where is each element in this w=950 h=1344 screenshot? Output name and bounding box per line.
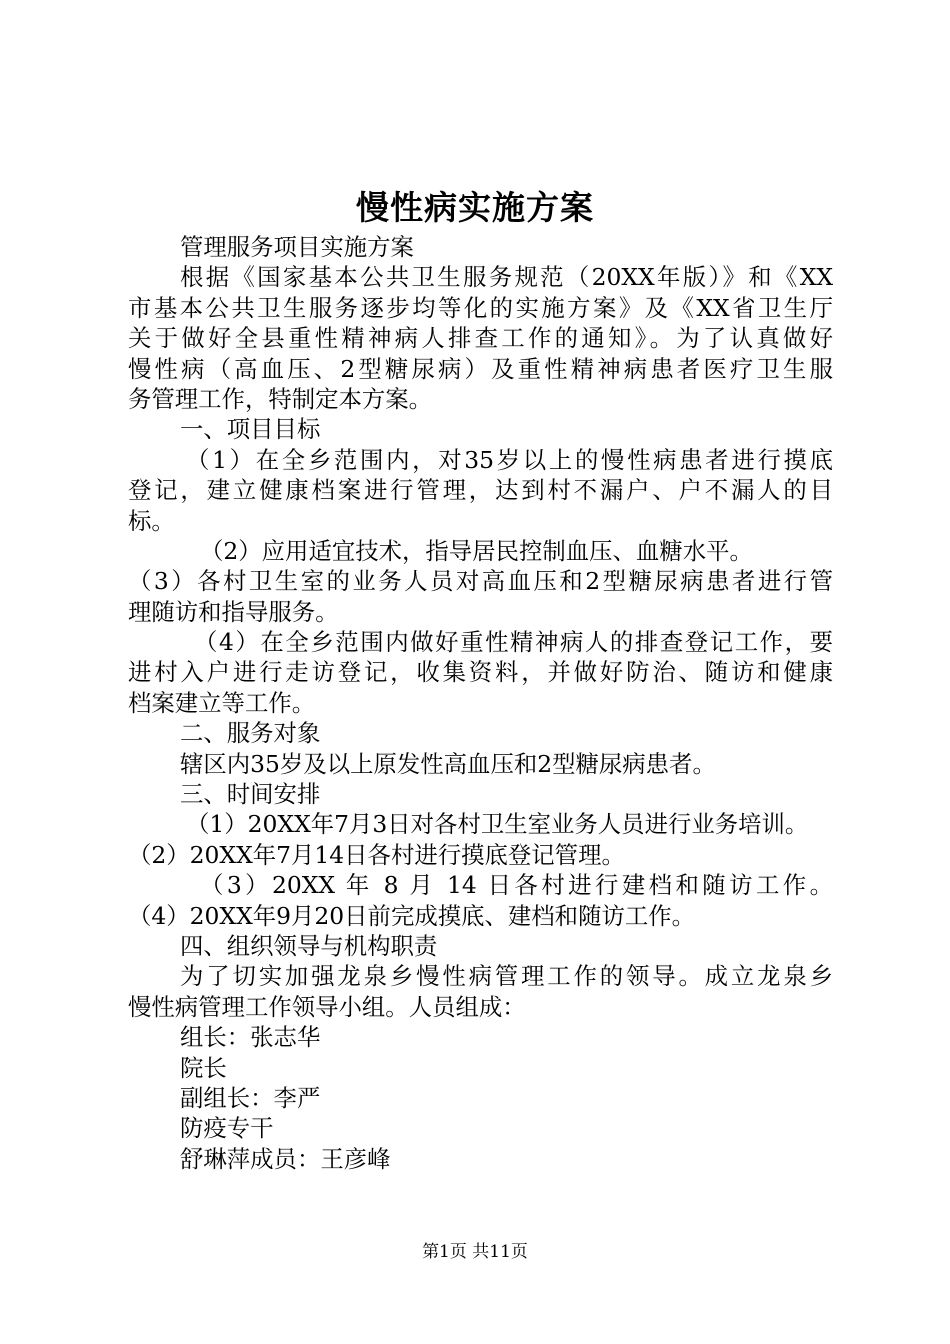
paragraph-line: 慢性病（高血压、2型糖尿病）及重性精神病患者医疗卫生服 (128, 354, 833, 383)
section-heading: 二、服务对象 (180, 719, 321, 748)
paragraph-line: （2）20XX年7月14日各村进行摸底登记管理。 (128, 840, 625, 869)
section-heading: 四、组织领导与机构职责 (180, 931, 438, 960)
paragraph-line: 关于做好全县重性精神病人排查工作的通知》。为了认真做好 (128, 324, 833, 353)
paragraph-line: 登记，建立健康档案进行管理，达到村不漏户、户不漏人的目 (128, 476, 833, 505)
paragraph-line: 档案建立等工作。 (128, 688, 316, 717)
paragraph-line: 标。 (128, 506, 175, 535)
paragraph-line: 根据《国家基本公共卫生服务规范（20XX年版）》和《XX (180, 263, 833, 292)
section-heading: 三、时间安排 (180, 780, 321, 809)
paragraph-line: 为了切实加强龙泉乡慢性病管理工作的领导。成立龙泉乡 (180, 962, 833, 991)
paragraph-line: 进村入户进行走访登记，收集资料，并做好防治、随访和健康 (128, 658, 833, 687)
paragraph-line: 市基本公共卫生服务逐步均等化的实施方案》及《XX省卫生厅 (128, 293, 833, 322)
paragraph-line: （4）20XX年9月20日前完成摸底、建档和随访工作。 (128, 901, 696, 930)
paragraph-line: （2）应用适宜技术，指导居民控制血压、血糖水平。 (200, 536, 753, 565)
paragraph-line: （1）在全乡范围内，对35岁以上的慢性病患者进行摸底 (186, 445, 833, 474)
section-heading: 一、项目目标 (180, 415, 321, 444)
paragraph-line: 舒琳萍成员：王彦峰 (180, 1144, 391, 1173)
paragraph-line: （3）20XX 年 8 月 14 日各村进行建档和随访工作。 (200, 871, 833, 900)
paragraph-line: 院长 (180, 1053, 227, 1082)
paragraph-line: （1）20XX年7月3日对各村卫生室业务人员进行业务培训。 (186, 810, 809, 839)
paragraph-line: 副组长：李严 (180, 1083, 321, 1112)
page-footer: 第1页 共11页 (422, 1242, 528, 1262)
paragraph-line: 组长：张志华 (180, 1023, 321, 1052)
paragraph-line: 理随访和指导服务。 (128, 597, 339, 626)
document-title: 慢性病实施方案 (356, 188, 594, 227)
subtitle-line: 管理服务项目实施方案 (180, 233, 414, 261)
paragraph-line: 辖区内35岁及以上原发性高血压和2型糖尿病患者。 (180, 749, 716, 778)
paragraph-line: （4）在全乡范围内做好重性精神病人的排查登记工作，要 (194, 628, 833, 657)
paragraph-line: （3）各村卫生室的业务人员对高血压和2型糖尿病患者进行管 (128, 567, 833, 596)
paragraph-line: 慢性病管理工作领导小组。人员组成： (128, 992, 526, 1021)
paragraph-line: 务管理工作，特制定本方案。 (128, 384, 433, 413)
paragraph-line: 防疫专干 (180, 1114, 274, 1143)
document-body (128, 232, 833, 1174)
